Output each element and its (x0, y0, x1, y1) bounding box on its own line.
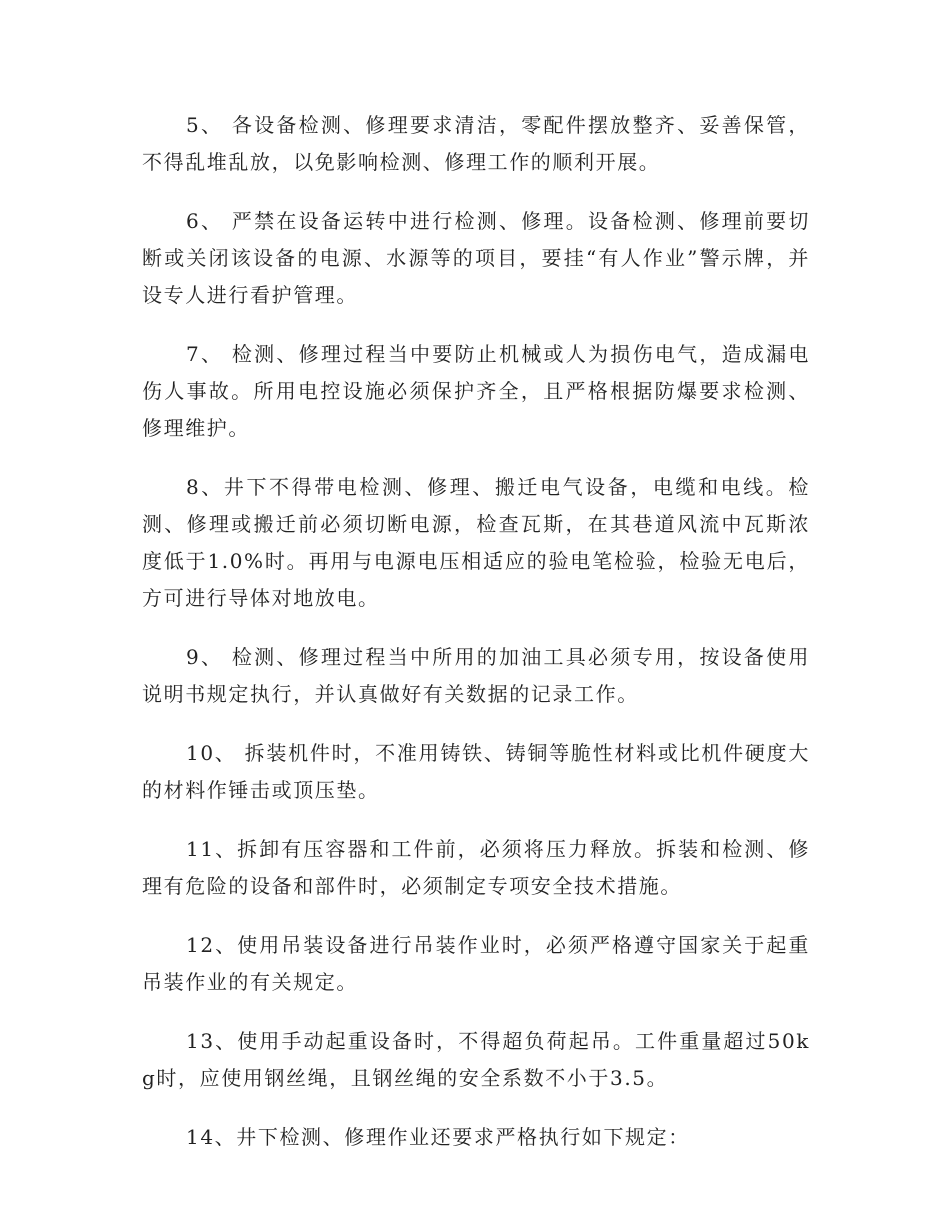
paragraph-item-6: 6、 严禁在设备运转中进行检测、修理。设备检测、修理前要切断或关闭该设备的电源、水源等的项目，要挂“有人作业”警示牌，并设专人进行看护管理。 (142, 209, 810, 307)
paragraph-item-9: 9、 检测、修理过程当中所用的加油工具必须专用，按设备使用说明书规定执行，并认真做好有关数据的记录工作。 (142, 645, 810, 706)
paragraph-item-11: 11、拆卸有压容器和工件前，必须将压力释放。拆装和检测、修理有危险的设备和部件时，必须制定专项安全技术措施。 (142, 837, 810, 898)
paragraph-item-12: 12、使用吊装设备进行吊装作业时，必须严格遵守国家关于起重吊装作业的有关规定。 (142, 933, 810, 994)
paragraph-item-5: 5、 各设备检测、修理要求清洁，零配件摆放整齐、妥善保管，不得乱堆乱放，以免影响检测、修理工作的顺利开展。 (142, 113, 810, 174)
paragraph-item-8: 8、井下不得带电检测、修理、搬迁电气设备，电缆和电线。检测、修理或搬迁前必须切断电源，检查瓦斯，在其巷道风流中瓦斯浓度低于1.0%时。再用与电源电压相适应的验电笔检验，检验无电后，方可进行导体对地放电。 (142, 475, 810, 610)
paragraph-item-10: 10、 拆装机件时，不准用铸铁、铸铜等脆性材料或比机件硬度大的材料作锤击或顶压垫。 (142, 741, 810, 802)
paragraph-item-13: 13、使用手动起重设备时，不得超负荷起吊。工件重量超过50kg时，应使用钢丝绳，且钢丝绳的安全系数不小于3.5。 (142, 1029, 810, 1090)
document-body (142, 107, 810, 1178)
paragraph-item-14: 14、井下检测、修理作业还要求严格执行如下规定： (186, 1125, 690, 1149)
paragraph-item-7: 7、 检测、修理过程当中要防止机械或人为损伤电气，造成漏电伤人事故。所用电控设施必须保护齐全，且严格根据防爆要求检测、修理维护。 (142, 342, 810, 440)
